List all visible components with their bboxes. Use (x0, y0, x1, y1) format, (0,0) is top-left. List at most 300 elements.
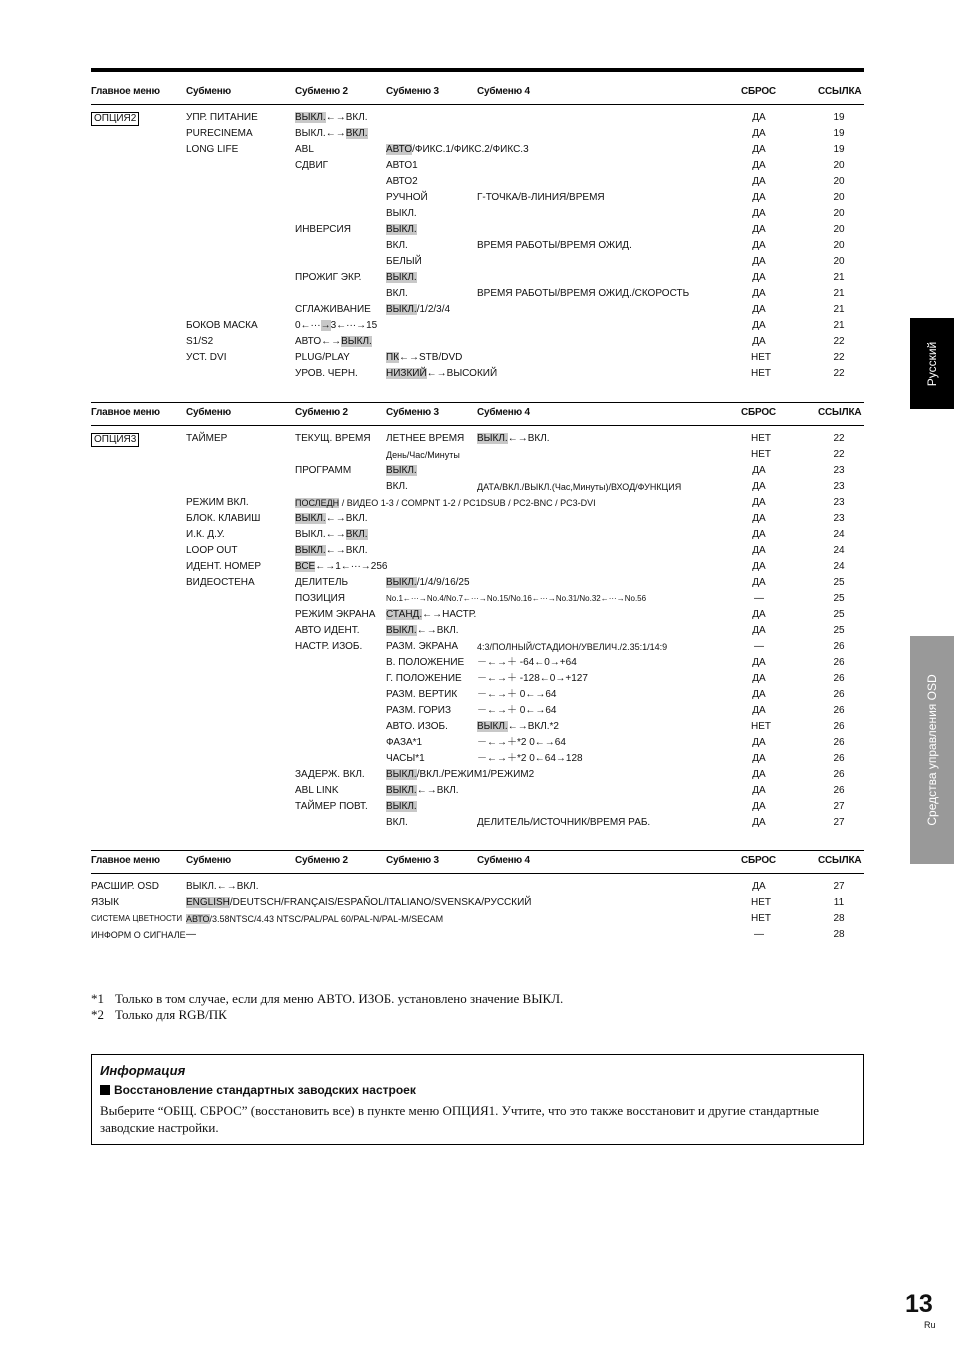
table-cell: 22 (833, 368, 845, 379)
table-cell (386, 465, 417, 477)
table-cell: ДА (752, 561, 766, 572)
footnote-mark: *1 (91, 991, 104, 1006)
default-value-highlight: ПОСЛЕДН (295, 498, 340, 508)
table-cell: — (754, 929, 764, 940)
table-cell: ДА (752, 224, 766, 235)
table-row (91, 527, 864, 543)
column-header: Субменю 2 (295, 407, 348, 418)
section-tab-label: Средства управления OSD (925, 674, 939, 826)
table-cell: ТАЙМЕР ПОВТ. (295, 801, 368, 812)
table-cell: 24 (833, 545, 845, 556)
table-cell: 26 (833, 769, 845, 780)
table-cell: ДА (752, 176, 766, 187)
table-cell (386, 801, 417, 813)
info-body: Выберите “ОБЩ. СБРОС” (восстановить все) в пункте меню ОПЦИЯ1. Учтите, что это также восстановит и другие стандартные заводские настройки. (100, 1103, 820, 1135)
table-cell: ПРОГРАММ (295, 465, 352, 476)
table-cell: РУЧНОЙ (386, 192, 428, 203)
table-cell: ВСЕ←→1←···→256 (295, 561, 388, 572)
table-cell: ДА (752, 545, 766, 556)
table-cell: АВТО1 (386, 160, 418, 171)
table-cell: －←→＋ -64←0→+64 (477, 657, 577, 668)
menu-table-option3 (91, 402, 864, 831)
table-row (91, 190, 864, 206)
default-value-highlight: СТАНД. (386, 609, 423, 620)
column-header: Субменю 4 (477, 86, 530, 97)
table-cell: УСТ. DVI (186, 352, 227, 363)
table-row (91, 687, 864, 703)
table-cell: АВТО2 (386, 176, 418, 187)
table-cell: ВЫКЛ.←→ВКЛ. (295, 513, 368, 524)
table-row (91, 719, 864, 735)
table-cell: НЕТ (751, 913, 771, 924)
default-value-highlight: → (320, 320, 331, 331)
table-cell: ВКЛ. (386, 481, 408, 492)
info-box (91, 1054, 864, 1145)
table-cell: ДА (752, 785, 766, 796)
table-row (91, 591, 864, 607)
footnote-text: Только для RGB/ПК (115, 1007, 227, 1022)
table-cell: 21 (833, 320, 845, 331)
table-cell: ДА (752, 689, 766, 700)
table-cell: 21 (833, 304, 845, 315)
table-row (91, 559, 864, 575)
table-row (91, 703, 864, 719)
column-header: ССЫЛКА (818, 855, 862, 866)
table-row (91, 447, 864, 463)
table-cell: ЧАСЫ*1 (386, 753, 425, 764)
column-header: Субменю 2 (295, 86, 348, 97)
table-cell: PLUG/PLAY (295, 352, 350, 363)
table-cell: ДА (752, 192, 766, 203)
default-value-highlight: ВЫКЛ. (386, 224, 417, 235)
table-row (91, 623, 864, 639)
table-row (91, 206, 864, 222)
page-language: Ru (924, 1320, 936, 1330)
default-value-highlight: ВКЛ. (345, 529, 368, 540)
table-row (91, 463, 864, 479)
table-cell: 19 (833, 128, 845, 139)
table-cell: 23 (833, 481, 845, 492)
table-row (91, 222, 864, 238)
table-row (91, 158, 864, 174)
default-value-highlight: ВЫКЛ. (386, 272, 417, 283)
table-cell: ЯЗЫК (91, 897, 119, 908)
table-cell: ОПЦИЯ3 (91, 433, 139, 447)
table-cell: ДА (752, 577, 766, 588)
menu-table-option2 (91, 82, 864, 382)
table-cell: ВЫКЛ./ВКЛ./РЕЖИМ1/РЕЖИМ2 (386, 769, 535, 780)
table-cell: －←→＋*2 0←→64 (477, 737, 566, 748)
info-subtitle-text: Восстановление стандартных заводских настроек (114, 1083, 416, 1097)
table-cell: ДА (752, 304, 766, 315)
table-cell: ДА (752, 737, 766, 748)
table-cell: 23 (833, 465, 845, 476)
table-cell: ТЕКУЩ. ВРЕМЯ (295, 433, 371, 444)
table-row (91, 767, 864, 783)
table-cell: СДВИГ (295, 160, 329, 171)
table-cell: ДА (752, 208, 766, 219)
table-cell: 0←···→3←···→15 (295, 320, 378, 331)
table-cell: НЕТ (751, 352, 771, 363)
table-cell: ДА (752, 481, 766, 492)
table-cell: 25 (833, 593, 845, 604)
table-cell: 19 (833, 144, 845, 155)
column-header: Субменю (186, 407, 231, 418)
table-row (91, 479, 864, 495)
table-cell: ABL (295, 144, 314, 155)
table-cell: 24 (833, 529, 845, 540)
table-cell: ВЫКЛ./1/2/3/4 (386, 304, 451, 315)
table-cell: ВЫКЛ.←→ВКЛ. (386, 785, 459, 796)
table-row (91, 174, 864, 190)
table-row (91, 671, 864, 687)
table-cell: ЛЕТНЕЕ ВРЕМЯ (386, 433, 465, 444)
default-value-highlight: ВЫКЛ. (341, 336, 372, 347)
table-cell: ДА (752, 144, 766, 155)
table-cell: ДА (752, 240, 766, 251)
table-cell: 26 (833, 705, 845, 716)
table-cell: ВЫКЛ.←→ВКЛ. (295, 112, 368, 123)
table-cell: НАСТР. ИЗОБ. (295, 641, 363, 652)
table-row (91, 735, 864, 751)
table-cell: 23 (833, 497, 845, 508)
table-cell: 26 (833, 753, 845, 764)
column-header: Субменю (186, 86, 231, 97)
default-value-highlight: ВЫКЛ. (386, 625, 417, 636)
default-value-highlight: ВЫКЛ. (477, 433, 508, 444)
table-row (91, 575, 864, 591)
table-cell: 27 (833, 817, 845, 828)
table-row (91, 543, 864, 559)
table-cell: 4:3/ПОЛНЫЙ/СТАДИОН/УВЕЛИЧ./2.35:1/14:9 (477, 642, 668, 652)
table-cell: 25 (833, 625, 845, 636)
default-value-highlight: ВЫКЛ. (386, 465, 417, 476)
table-cell: ДА (752, 769, 766, 780)
table-cell: АВТО←→ВЫКЛ. (295, 336, 372, 347)
menu-table-misc (91, 850, 864, 943)
table-row (91, 334, 864, 350)
table-cell: ВЫКЛ.←→ВКЛ. (386, 625, 459, 636)
table-cell: 20 (833, 256, 845, 267)
table-cell: Г-ТОЧКА/В-ЛИНИЯ/ВРЕМЯ (477, 192, 605, 203)
table-cell: ДА (752, 673, 766, 684)
table-cell: ДАТА/ВКЛ./ВЫКЛ.(Час,Минуты)/ВХОД/ФУНКЦИЯ (477, 482, 682, 492)
table-cell: ПРОЖИГ ЭКР. (295, 272, 362, 283)
info-subtitle (100, 1083, 416, 1097)
column-header: Главное меню (91, 407, 160, 418)
table-cell: 22 (833, 336, 845, 347)
default-value-highlight: АВТО (386, 144, 413, 155)
table-cell: S1/S2 (186, 336, 214, 347)
table-cell: 20 (833, 224, 845, 235)
column-header: Субменю 3 (386, 407, 439, 418)
table-cell: 25 (833, 577, 845, 588)
table-cell: ВЫКЛ.←→ВКЛ. (477, 433, 550, 444)
table-cell: ПК←→STB/DVD (386, 352, 463, 363)
table-cell: БЕЛЫЙ (386, 256, 422, 267)
table-cell: ДА (752, 465, 766, 476)
table-cell: 28 (833, 929, 845, 940)
table-cell: Г. ПОЛОЖЕНИЕ (386, 673, 462, 684)
table-cell (386, 224, 417, 236)
table-row (91, 254, 864, 270)
table-cell: 26 (833, 785, 845, 796)
table-cell: ДА (752, 112, 766, 123)
table-cell: ДА (752, 128, 766, 139)
footnote-2 (91, 1007, 227, 1023)
table-cell: ДА (752, 160, 766, 171)
table-cell: ТАЙМЕР (186, 433, 228, 444)
table-cell: ВЫКЛ.←→ВКЛ. (295, 545, 368, 556)
table-cell: ДА (752, 256, 766, 267)
table-row (91, 639, 864, 655)
table-cell: ДА (752, 625, 766, 636)
table-row (91, 799, 864, 815)
table-cell: 22 (833, 433, 845, 444)
table-cell: В. ПОЛОЖЕНИЕ (386, 657, 465, 668)
table-cell: 27 (833, 801, 845, 812)
table-cell: －←→＋ 0←→64 (477, 705, 557, 716)
table-row (91, 815, 864, 831)
column-header: Главное меню (91, 855, 160, 866)
table-cell: — (754, 593, 764, 604)
table-cell: ДА (752, 288, 766, 299)
table-cell: РЕЖИМ ВКЛ. (186, 497, 249, 508)
default-value-highlight: ВЫКЛ. (386, 577, 417, 588)
table-cell: －←→＋ -128←0→+127 (477, 673, 588, 684)
table-cell: No.1←···→No.4/No.7←···→No.15/No.16←···→No.31/No.32←···→No.56 (386, 594, 647, 603)
table-row (91, 126, 864, 142)
table-cell: И.К. Д.У. (186, 529, 225, 540)
table-cell: 25 (833, 609, 845, 620)
table-cell: НЕТ (751, 368, 771, 379)
table-cell: 26 (833, 673, 845, 684)
column-header: Субменю (186, 855, 231, 866)
column-header: Субменю 2 (295, 855, 348, 866)
default-value-highlight: ВЫКЛ. (386, 769, 417, 780)
default-value-highlight: ВЫКЛ. (295, 513, 326, 524)
table-cell: АВТО/ФИКС.1/ФИКС.2/ФИКС.3 (386, 144, 529, 155)
table-cell: 22 (833, 449, 845, 460)
table-cell: ДЕЛИТЕЛЬ (295, 577, 349, 588)
table-cell: ДА (752, 881, 766, 892)
table-cell: 26 (833, 689, 845, 700)
footnote-text: Только в том случае, если для меню АВТО. ИЗОБ. установлено значение ВЫКЛ. (115, 991, 564, 1006)
table-cell: НЕТ (751, 449, 771, 460)
table-cell: ИДЕНТ. НОМЕР (186, 561, 262, 572)
table-row (91, 142, 864, 158)
table-row (91, 751, 864, 767)
table-cell: ДА (752, 657, 766, 668)
table-cell: ВКЛ. (386, 240, 408, 251)
table-cell: ИНФОРМ О СИГНАЛЕ (91, 930, 186, 940)
table-row (91, 238, 864, 254)
table-cell: 26 (833, 737, 845, 748)
square-bullet-icon (100, 1085, 110, 1095)
table-cell: ДА (752, 609, 766, 620)
table-cell: НЕТ (751, 721, 771, 732)
table-cell: －←→＋*2 0←64→128 (477, 753, 583, 764)
table-row (91, 783, 864, 799)
table-cell: 26 (833, 721, 845, 732)
default-value-highlight: ВСЕ (295, 561, 316, 572)
table-cell: ЗАДЕРЖ. ВКЛ. (295, 769, 365, 780)
column-header: СБРОС (741, 407, 776, 418)
table-cell: 11 (833, 897, 845, 908)
table-cell: ABL LINK (295, 785, 339, 796)
table-row (91, 431, 864, 447)
table-cell: 19 (833, 112, 845, 123)
table-cell: АВТО. ИЗОБ. (386, 721, 448, 732)
table-cell: ENGLISH/DEUTSCH/FRANÇAIS/ESPAÑOL/ITALIANO/SVENSKA/РУССКИЙ (186, 897, 532, 908)
table-cell: СИСТЕМА ЦВЕТНОСТИ (91, 914, 183, 923)
table-header (91, 82, 864, 105)
table-cell: ДА (752, 705, 766, 716)
table-row (91, 511, 864, 527)
table-cell: 27 (833, 881, 845, 892)
table-cell: ВЫКЛ.←→ВКЛ.*2 (477, 721, 559, 732)
table-cell: ВЫКЛ. (386, 208, 417, 219)
table-cell: 20 (833, 192, 845, 203)
table-cell: ДА (752, 320, 766, 331)
column-header: Субменю 4 (477, 855, 530, 866)
table-cell: — (186, 929, 196, 940)
table-cell: －←→＋ 0←→64 (477, 689, 557, 700)
top-rule (91, 68, 864, 72)
column-header: Субменю 3 (386, 855, 439, 866)
table-cell: АВТО ИДЕНТ. (295, 625, 360, 636)
table-cell: 21 (833, 288, 845, 299)
table-cell: ВКЛ. (386, 817, 408, 828)
table-cell: ВЫКЛ.←→ВКЛ. (295, 128, 368, 139)
table-cell: ВКЛ. (386, 288, 408, 299)
table-cell: ПОСЛЕДН / ВИДЕО 1-3 / COMPNT 1-2 / PC1DSUB / PC2-BNC / PC3-DVI (295, 498, 596, 508)
table-header (91, 402, 864, 426)
table-cell: 20 (833, 240, 845, 251)
table-cell: СГЛАЖИВАНИЕ (295, 304, 371, 315)
default-value-highlight: ВЫКЛ. (295, 545, 326, 556)
page-number: 13 (905, 1290, 933, 1318)
column-header: Главное меню (91, 86, 160, 97)
table-row (91, 927, 864, 943)
language-tab-label: Русский (925, 341, 939, 386)
column-header: Субменю 4 (477, 407, 530, 418)
table-cell: АВТО/3.58NTSC/4.43 NTSC/PAL/PAL 60/PAL-N/PAL-M/SECAM (186, 914, 444, 924)
table-row (91, 270, 864, 286)
table-row (91, 366, 864, 382)
column-header: Субменю 3 (386, 86, 439, 97)
table-row (91, 110, 864, 126)
default-value-highlight: НИЗКИЙ (386, 368, 427, 379)
footnote-mark: *2 (91, 1007, 104, 1022)
table-row (91, 911, 864, 927)
table-cell: РЕЖИМ ЭКРАНА (295, 609, 376, 620)
table-row (91, 655, 864, 671)
table-cell: ВЫКЛ./1/4/9/16/25 (386, 577, 470, 588)
table-cell: РАЗМ. ВЕРТИК (386, 689, 458, 700)
table-cell: ВЫКЛ.←→ВКЛ. (186, 881, 259, 892)
table-cell: СТАНД.←→НАСТР. (386, 609, 477, 620)
table-cell: ВЫКЛ.←→ВКЛ. (295, 529, 368, 540)
default-value-highlight: ВЫКЛ. (386, 304, 417, 315)
table-cell: 20 (833, 208, 845, 219)
table-cell: ВИДЕОСТЕНА (186, 577, 255, 588)
default-value-highlight: ПК (386, 352, 400, 363)
table-cell: 28 (833, 913, 845, 924)
table-cell: НИЗКИЙ←→ВЫСОКИЙ (386, 368, 498, 379)
default-value-highlight: ВКЛ. (345, 128, 368, 139)
table-cell: РАСШИР. OSD (91, 881, 160, 892)
table-cell: ПОЗИЦИЯ (295, 593, 345, 604)
default-value-highlight: ВЫКЛ. (295, 112, 326, 123)
table-cell: 26 (833, 641, 845, 652)
table-cell: ДА (752, 497, 766, 508)
table-cell: ДА (752, 817, 766, 828)
default-value-highlight: ENGLISH (186, 897, 230, 908)
section-tab (910, 636, 954, 864)
column-header: ССЫЛКА (818, 86, 862, 97)
table-cell: ДЕЛИТЕЛЬ/ИСТОЧНИК/ВРЕМЯ РАБ. (477, 817, 651, 828)
table-cell: 21 (833, 272, 845, 283)
table-row (91, 350, 864, 366)
table-cell: НЕТ (751, 897, 771, 908)
column-header: СБРОС (741, 86, 776, 97)
table-cell: ВРЕМЯ РАБОТЫ/ВРЕМЯ ОЖИД. (477, 240, 632, 251)
column-header: СБРОС (741, 855, 776, 866)
column-header: ССЫЛКА (818, 407, 862, 418)
default-value-highlight: АВТО (186, 914, 210, 924)
table-cell (386, 272, 417, 284)
default-value-highlight: ВЫКЛ. (477, 721, 508, 732)
table-cell: LOOP OUT (186, 545, 238, 556)
table-row (91, 302, 864, 318)
table-cell: 20 (833, 160, 845, 171)
table-cell: УРОВ. ЧЕРН. (295, 368, 358, 379)
table-cell: РАЗМ. ЭКРАНА (386, 641, 459, 652)
footnote-1 (91, 991, 563, 1007)
table-cell: ДА (752, 336, 766, 347)
table-cell: ДА (752, 529, 766, 540)
table-cell: День/Час/Минуты (386, 450, 460, 460)
language-tab (910, 318, 954, 409)
table-cell: ОПЦИЯ2 (91, 112, 139, 126)
table-cell: ДА (752, 801, 766, 812)
table-cell: УПР. ПИТАНИЕ (186, 112, 258, 123)
table-row (91, 286, 864, 302)
table-cell: ДА (752, 753, 766, 764)
table-cell: LONG LIFE (186, 144, 239, 155)
table-cell: — (754, 641, 764, 652)
table-cell: РАЗМ. ГОРИЗ (386, 705, 452, 716)
table-cell: БОКОВ МАСКА (186, 320, 258, 331)
table-cell: ДА (752, 272, 766, 283)
table-cell: НЕТ (751, 433, 771, 444)
table-cell: 22 (833, 352, 845, 363)
table-header (91, 850, 864, 874)
table-cell: ДА (752, 513, 766, 524)
table-cell: 20 (833, 176, 845, 187)
table-row (91, 607, 864, 623)
info-title: Информация (100, 1063, 186, 1078)
default-value-highlight: ВЫКЛ. (386, 801, 417, 812)
default-value-highlight: ВЫКЛ. (386, 785, 417, 796)
table-cell: БЛОК. КЛАВИШ (186, 513, 261, 524)
table-cell: ИНВЕРСИЯ (295, 224, 351, 235)
table-cell: 23 (833, 513, 845, 524)
table-row (91, 495, 864, 511)
table-cell: 26 (833, 657, 845, 668)
table-cell: 24 (833, 561, 845, 572)
